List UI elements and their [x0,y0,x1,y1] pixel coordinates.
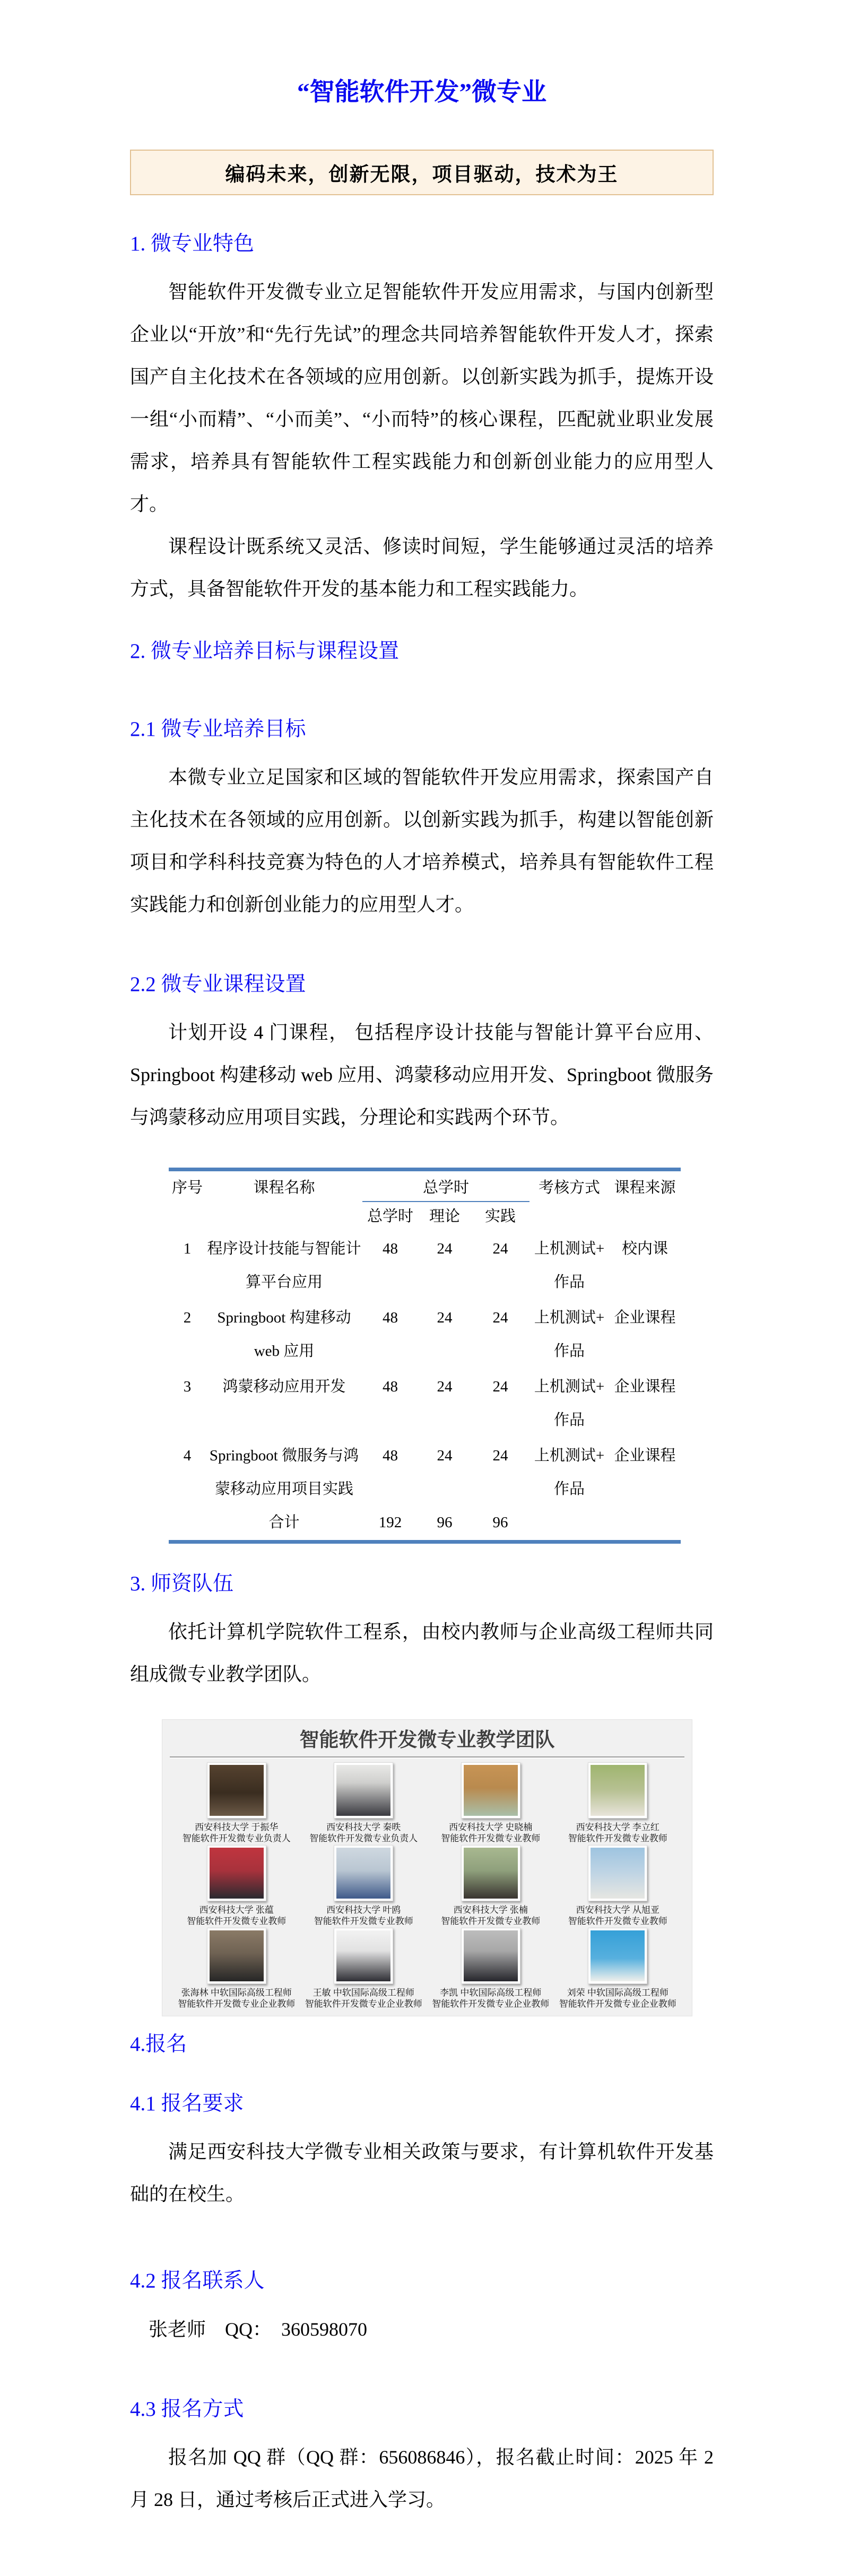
cell-total-theory: 96 [437,1514,453,1531]
section-heading-2-2: 2.2 微专业课程设置 [130,973,306,996]
paragraph-4-3: 报名加 QQ 群（QQ 群：656086846），报名截止时间：2025 年 2 月 28 日，通过考核后正式进入学习。 [130,2447,714,2510]
teacher-photo-frame [461,1762,520,1818]
cell-total: 48 [383,1378,398,1395]
teacher-role: 智能软件开发微专业企业教师 [178,1999,296,2009]
cell-course-name: 鸿蒙移动应用开发 [222,1378,346,1395]
col-header-assessment: 考核方式 [539,1179,601,1196]
col-header-source: 课程来源 [614,1179,676,1196]
cell-course-name: 程序设计技能与智能计算平台应用 [207,1240,361,1291]
teacher-photo-frame [334,1928,393,1984]
teacher-photo-frame [461,1928,520,1984]
teacher-photo-frame [334,1845,393,1901]
course-row [169,1300,681,1369]
team-member [173,1928,300,2008]
cell-source: 企业课程 [614,1309,676,1326]
paragraph-2-1: 本微专业立足国家和区域的智能软件开发应用需求，探索国产自主化技术在各领域的应用创新。以创新实践为抓手，构建以智能创新项目和学科科技竞赛为特色的人才培养模式，培养具有智能软件工程实践能力和创新创业能力的应用型人才。 [130,767,714,915]
cell-assessment [529,1231,609,1300]
teacher-name: 西安科技大学 于振华 [195,1822,279,1832]
cell-no: 2 [183,1309,192,1326]
slogan-banner [130,150,714,195]
assessment-line: 作品 [554,1274,585,1291]
teacher-role: 智能软件开发微专业负责人 [182,1833,291,1843]
teacher-name: 李凯 中软国际高级工程师 [440,1988,542,1998]
cell-source: 校内课 [622,1240,669,1257]
assessment-line: 上机测试+ [534,1309,605,1326]
cell-theory: 24 [437,1309,453,1326]
cell-practice: 24 [492,1447,508,1464]
teacher-name: 西安科技大学 张楠 [453,1905,528,1915]
teacher-photo-frame [588,1928,647,1984]
cell-theory: 24 [437,1447,453,1464]
section-heading-4-1: 4.1 报名要求 [130,2092,244,2115]
teacher-name: 王敏 中软国际高级工程师 [313,1988,414,1998]
contact-line: 张老师 QQ： 360598070 [149,2319,367,2340]
paragraph-4-1: 满足西安科技大学微专业相关政策与要求，有计算机软件开发基础的在校生。 [130,2141,714,2205]
teacher-photo [464,1765,518,1816]
cell-course-name: Springboot 微服务与鸿蒙移动应用项目实践 [209,1447,359,1498]
cell-total-hours: 192 [378,1514,402,1531]
subcol-header-practice: 实践 [485,1208,516,1225]
team-image-title: 智能软件开发微专业教学团队 [299,1729,555,1751]
course-row [169,1369,681,1438]
team-grid [173,1762,681,2008]
table-header-row [169,1170,681,1202]
team-member [173,1762,300,1842]
cell-assessment [529,1438,609,1507]
col-header-name: 课程名称 [253,1179,315,1196]
teacher-photo-frame [207,1845,266,1901]
assessment-line: 上机测试+ [534,1240,605,1257]
teacher-photo [210,1765,264,1816]
teacher-role: 智能软件开发微专业企业教师 [305,1999,422,2009]
teacher-photo-frame [461,1845,520,1901]
cell-practice: 24 [492,1309,508,1326]
teacher-photo-frame [334,1762,393,1818]
teacher-photo [336,1848,390,1899]
team-member [173,1845,300,1925]
teaching-team-image [162,1719,692,2016]
teacher-name: 刘荣 中软国际高级工程师 [567,1988,669,1998]
teacher-photo [210,1848,264,1899]
page-title: “智能软件开发”微专业 [297,79,546,106]
section-heading-4-2: 4.2 报名联系人 [130,2269,265,2292]
section-heading-3: 3. 师资队伍 [130,1572,234,1595]
team-member [427,1845,554,1925]
teacher-name: 西安科技大学 张蕴 [199,1905,274,1915]
section-heading-4-3: 4.3 报名方式 [130,2398,244,2421]
teacher-name: 西安科技大学 从旭亚 [576,1905,659,1915]
paragraph-3-1: 依托计算机学院软件工程系，由校内教师与企业高级工程师共同组成微专业教学团队。 [130,1621,714,1685]
paragraph-1-1: 智能软件开发微专业立足智能软件开发应用需求，与国内创新型企业以“开放”和“先行先试”的理念共同培养智能软件开发人才，探索国产自主化技术在各领域的应用创新。以创新实践为抓手，提炼开设一组“小而精”、“小而美”、“小而特”的核心课程，匹配就业职业发展需求，培养具有智能软件工程实践能力和创新创业能力的应用型人才。 [130,281,714,515]
team-member [300,1762,428,1842]
course-row [169,1231,681,1300]
teacher-photo [464,1848,518,1899]
teacher-name: 西安科技大学 史晓楠 [449,1822,533,1832]
assessment-line: 作品 [554,1481,585,1498]
assessment-line: 作品 [554,1343,585,1360]
cell-empty [529,1507,609,1542]
teacher-role: 智能软件开发微专业教师 [441,1916,541,1926]
teacher-name: 张海林 中软国际高级工程师 [181,1988,292,1998]
teacher-photo-frame [588,1762,647,1818]
teacher-photo-frame [207,1762,266,1818]
cell-no: 1 [183,1240,192,1257]
assessment-line: 作品 [554,1412,585,1429]
cell-total: 48 [383,1447,398,1464]
cell-practice: 24 [492,1240,508,1257]
team-member [300,1845,428,1925]
teacher-name: 西安科技大学 李立红 [576,1822,659,1832]
cell-no: 3 [183,1378,192,1395]
cell-course-name: Springboot 构建移动 web 应用 [217,1309,351,1360]
teacher-role: 智能软件开发微专业企业教师 [432,1999,550,2009]
cell-total: 48 [383,1240,398,1257]
teacher-photo-frame [588,1845,647,1901]
cell-assessment [529,1369,609,1438]
teacher-role: 智能软件开发微专业负责人 [309,1833,418,1843]
teacher-photo [210,1930,264,1981]
cell-practice: 24 [492,1378,508,1395]
cell-source: 企业课程 [614,1378,676,1395]
cell-source: 企业课程 [614,1447,676,1464]
cell-empty [169,1507,206,1542]
teacher-photo [591,1848,645,1899]
team-member [554,1845,682,1925]
cell-theory: 24 [437,1240,453,1257]
cell-total-practice: 96 [492,1514,508,1531]
teacher-role: 智能软件开发微专业教师 [568,1916,667,1926]
teacher-photo [336,1765,390,1816]
teacher-role: 智能软件开发微专业教师 [187,1916,287,1926]
section-heading-2: 2. 微专业培养目标与课程设置 [130,640,400,663]
cell-total: 48 [383,1309,398,1326]
course-table [169,1168,681,1544]
teacher-photo [591,1930,645,1981]
teacher-photo-frame [207,1928,266,1984]
section-heading-2-1: 2.1 微专业培养目标 [130,718,306,741]
teacher-photo [591,1765,645,1816]
teacher-name: 西安科技大学 秦昳 [326,1822,401,1832]
slogan-text: 编码未来，创新无限，项目驱动，技术为王 [225,164,619,186]
cell-theory: 24 [437,1378,453,1395]
teacher-role: 智能软件开发微专业企业教师 [559,1999,676,2009]
team-member [427,1928,554,2008]
col-header-total-hours: 总学时 [362,1170,529,1202]
subcol-header-theory: 理论 [429,1208,460,1225]
col-header-no: 序号 [171,1179,203,1196]
subcol-header-total: 总学时 [367,1208,413,1225]
cell-no: 4 [183,1447,192,1464]
team-member [554,1762,682,1842]
cell-total-label: 合计 [268,1514,300,1531]
teacher-role: 智能软件开发微专业教师 [441,1833,541,1843]
section-heading-1: 1. 微专业特色 [130,232,255,255]
course-row [169,1438,681,1507]
teacher-role: 智能软件开发微专业教师 [314,1916,413,1926]
team-member [427,1762,554,1842]
paragraph-1-2: 课程设计既系统又灵活、修读时间短，学生能够通过灵活的培养方式，具备智能软件开发的基本能力和工程实践能力。 [130,536,714,599]
team-member [300,1928,428,2008]
teacher-name: 西安科技大学 叶鸥 [326,1905,401,1915]
assessment-line: 上机测试+ [534,1447,605,1464]
cell-assessment [529,1300,609,1369]
cell-empty [609,1507,681,1542]
teacher-photo [336,1930,390,1981]
assessment-line: 上机测试+ [534,1378,605,1395]
section-heading-4: 4.报名 [130,2033,187,2056]
paragraph-2-2: 计划开设 4 门课程， 包括程序设计技能与智能计算平台应用、Springboot 构建移动 web 应用、鸿蒙移动应用开发、Springboot 微服务与鸿蒙移动应用项目实践，分理论和实践两个环节。 [130,1022,714,1128]
team-divider-line [170,1756,684,1757]
teacher-photo [464,1930,518,1981]
team-member [554,1928,682,2008]
table-total-row [169,1507,681,1542]
teacher-role: 智能软件开发微专业教师 [568,1833,667,1843]
